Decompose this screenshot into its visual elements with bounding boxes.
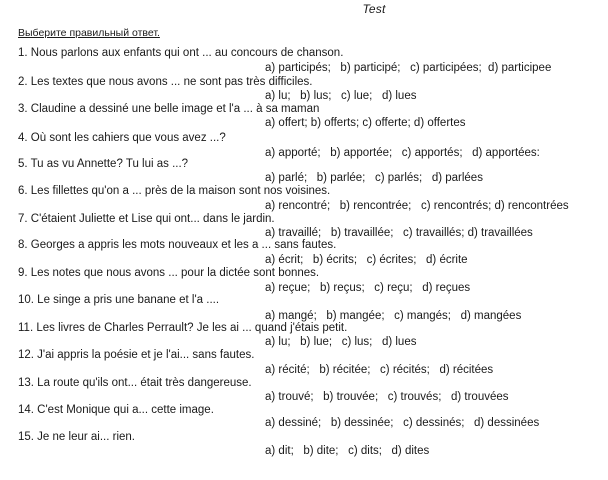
question-text: 14. C'est Monique qui a... cette image. xyxy=(18,404,214,416)
instruction-text: Выберите правильный ответ. xyxy=(18,27,160,39)
question-text: 12. J'ai appris la poésie et je l'ai... sans fautes. xyxy=(18,349,255,361)
question-text: 8. Georges a appris les mots nouveaux et les a ... sans fautes. xyxy=(18,239,337,251)
question-text: 9. Les notes que nous avons ... pour la dictée sont bonnes. xyxy=(18,267,320,279)
answer-options: a) dit; b) dite; c) dits; d) dites xyxy=(265,445,430,457)
question-text: 3. Claudine a dessiné une belle image et l'a ... à sa maman xyxy=(18,103,320,115)
question-text: 4. Où sont les cahiers que vous avez ...? xyxy=(18,132,226,144)
answer-options: a) rencontré; b) rencontrée; c) rencontrés; d) rencontrées xyxy=(265,200,569,212)
question-text: 6. Les fillettes qu'on a ... près de la maison sont nos voisines. xyxy=(18,185,331,197)
answer-options: a) trouvé; b) trouvée; c) trouvés; d) trouvées xyxy=(265,391,509,403)
question-text: 11. Les livres de Charles Perrault? Je les ai ... quand j'étais petit. xyxy=(18,322,348,334)
answer-options: a) dessiné; b) dessinée; c) dessinés; d) dessinées xyxy=(265,417,540,429)
answer-options: a) mangé; b) mangée; c) mangés; d) mangées xyxy=(265,310,522,322)
question-text: 15. Je ne leur ai... rien. xyxy=(18,431,135,443)
answer-options: a) offert; b) offerts; c) offerte; d) offertes xyxy=(265,117,466,129)
question-text: 13. La route qu'ils ont... était très dangereuse. xyxy=(18,377,252,389)
question-text: 2. Les textes que nous avons ... ne sont pas très difficiles. xyxy=(18,76,313,88)
question-text: 7. C'étaient Juliette et Lise qui ont... dans le jardin. xyxy=(18,213,275,225)
answer-options: a) lu; b) lue; c) lus; d) lues xyxy=(265,336,417,348)
answer-options: a) lu; b) lus; c) lue; d) lues xyxy=(265,90,417,102)
answer-options: a) parlé; b) parlée; c) parlés; d) parlées xyxy=(265,172,483,184)
question-text: 1. Nous parlons aux enfants qui ont ... au concours de chanson. xyxy=(18,47,344,59)
question-text: 5. Tu as vu Annette? Tu lui as ...? xyxy=(18,158,189,170)
answer-options: a) participés; b) participé; c) participées; d) participee xyxy=(265,62,552,74)
page-title-text: Test xyxy=(362,2,386,16)
answer-options: a) écrit; b) écrits; c) écrites; d) écrite xyxy=(265,254,468,266)
question-text: 10. Le singe a pris une banane et l'a .... xyxy=(18,294,220,306)
answer-options: a) reçue; b) reçus; c) reçu; d) reçues xyxy=(265,282,471,294)
answer-options: a) travaillé; b) travaillée; c) travaillés; d) travaillées xyxy=(265,227,533,239)
answer-options: a) apporté; b) apportée; c) apportés; d) apportées: xyxy=(265,147,540,159)
page-title xyxy=(0,2,608,16)
answer-options: a) récité; b) récitée; c) récités; d) récitées xyxy=(265,364,494,376)
